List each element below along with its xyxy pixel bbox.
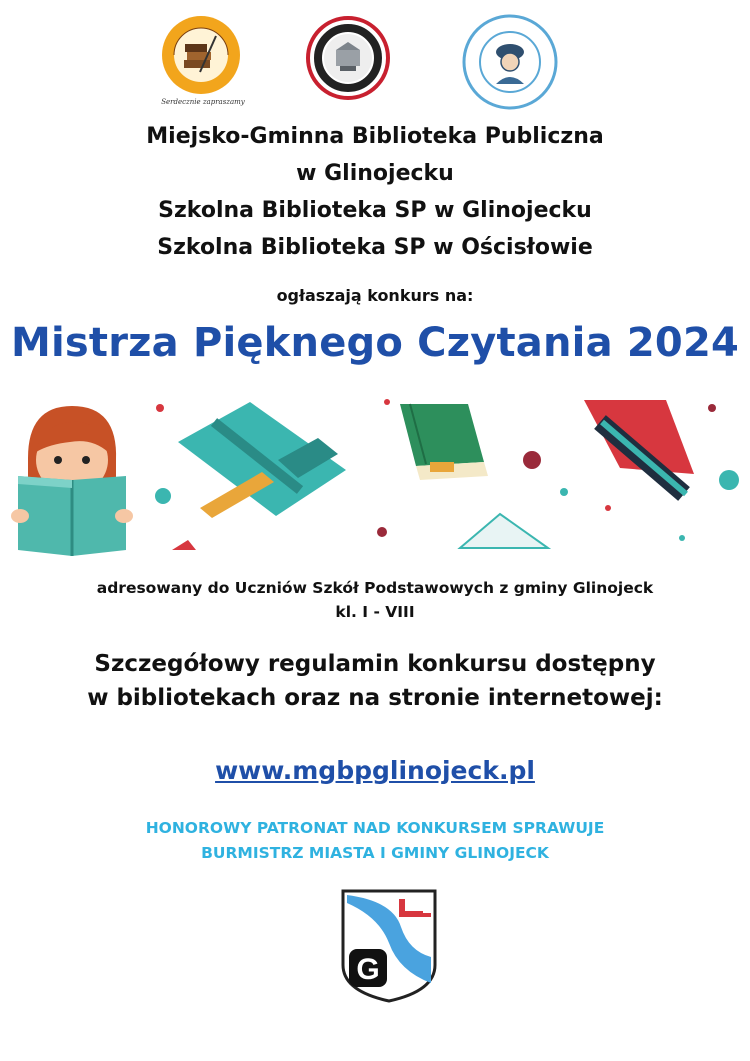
logos-row	[0, 14, 750, 106]
audience-text	[0, 576, 750, 624]
crest-letter: G	[356, 953, 380, 986]
organizers-header	[0, 118, 750, 266]
library-logo-caption: Serdecznie zapraszamy	[161, 98, 245, 106]
announcement-text: ogłaszają konkurs na:	[276, 286, 474, 305]
organizer-line-1: Miejsko-Gminna Biblioteka Publiczna	[146, 124, 604, 149]
red-book-icon	[584, 400, 694, 494]
school-logo	[462, 14, 558, 110]
girl-reading-icon	[11, 406, 133, 556]
teal-book-icon	[178, 402, 346, 518]
book-corner-icon	[172, 540, 196, 550]
audience-line-2: kl. I - VIII	[335, 603, 415, 621]
organizer-line-2: w Glinojecku	[296, 161, 454, 186]
organizer-line-4: Szkolna Biblioteka SP w Ościsłowie	[157, 235, 593, 260]
audience-line-1: adresowany do Uczniów Szkół Podstawowych z gminy Glinojeck	[96, 579, 654, 597]
organizer-line-3: Szkolna Biblioteka SP w Glinojecku	[158, 198, 592, 223]
patronage-line-2: BURMISTRZ MIASTA I GMINY GLINOJECK	[201, 844, 549, 862]
green-book-icon	[400, 404, 488, 480]
rules-line-1: Szczegółowy regulamin konkursu dostępny	[94, 651, 656, 677]
open-book-pages-icon	[460, 514, 548, 548]
reading-illustration	[0, 398, 750, 558]
patronage-line-1: HONOROWY PATRONAT NAD KONKURSEM SPRAWUJE	[145, 819, 605, 837]
school-library-logo	[306, 16, 390, 100]
contest-title: Mistrza Pięknego Czytania 2024	[10, 320, 740, 366]
website-container	[0, 756, 750, 785]
website-link[interactable]: www.mgbpglinojeck.pl	[215, 756, 535, 785]
library-logo	[160, 14, 242, 96]
patronage-text	[0, 816, 750, 866]
rules-line-2: w bibliotekach oraz na stronie internetowej:	[87, 685, 663, 711]
glinojeck-crest-icon	[339, 887, 439, 1005]
rules-text	[0, 647, 750, 715]
